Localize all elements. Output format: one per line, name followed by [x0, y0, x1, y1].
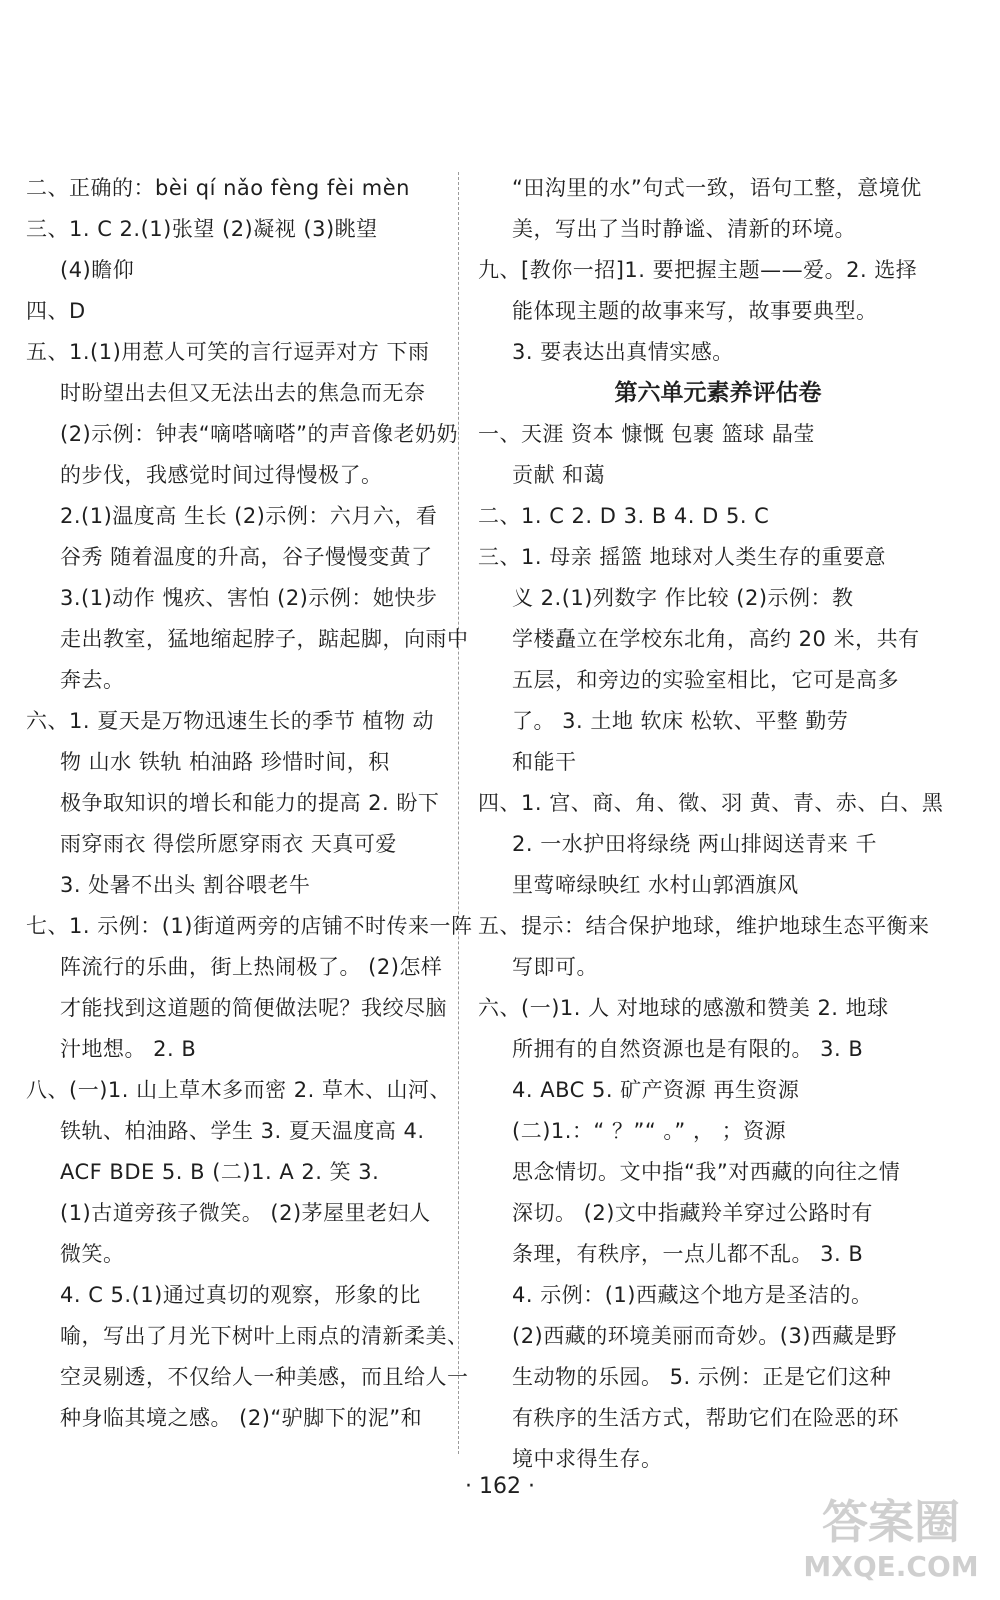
answer-line: 能体现主题的故事来写，故事要典型。	[512, 299, 878, 323]
answer-line: 空灵剔透，不仅给人一种美感，而且给人一	[60, 1365, 469, 1389]
answer-line: 谷秀 随着温度的升高，谷子慢慢变黄了	[60, 545, 433, 569]
answer-line: 义 2.(1)列数字 作比较 (2)示例：教	[512, 586, 854, 610]
page-number: · 162 ·	[465, 1474, 535, 1499]
answer-line: 三、1. C 2.(1)张望 (2)凝视 (3)眺望	[26, 217, 378, 241]
answer-line: 种身临其境之感。 (2)“驴脚下的泥”和	[60, 1406, 423, 1430]
watermark-line2: MXQE.COM	[803, 1550, 979, 1583]
answer-line: 2. 一水护田将绿绕 两山排闼送青来 千	[512, 832, 878, 856]
answer-line: 阵流行的乐曲，街上热闹极了。 (2)怎样	[60, 955, 443, 979]
left-column	[26, 168, 473, 1439]
answer-line: 写即可。	[512, 955, 598, 979]
answer-line: (2)西藏的环境美丽而奇妙。(3)西藏是野	[512, 1324, 897, 1348]
answer-line: 物 山水 铁轨 柏油路 珍惜时间，积	[60, 750, 390, 774]
watermark-line1: 答案圈	[822, 1495, 960, 1549]
answer-line: 条理，有秩序，一点儿都不乱。 3. B	[512, 1242, 864, 1266]
answer-line: (1)古道旁孩子微笑。 (2)茅屋里老妇人	[60, 1201, 431, 1225]
answer-line: 六、(一)1. 人 对地球的感激和赞美 2. 地球	[478, 996, 889, 1020]
answer-line: 3.(1)动作 愧疚、害怕 (2)示例：她快步	[60, 586, 438, 610]
answer-line: 二、正确的：bèi qí nǎo fèng fèi mèn	[26, 176, 410, 200]
answer-line: 4. 示例：(1)西藏这个地方是圣洁的。	[512, 1283, 873, 1307]
answer-line: 微笑。	[60, 1242, 125, 1266]
answer-line: 走出教室，猛地缩起脖子，踮起脚，向雨中	[60, 627, 469, 651]
answer-line: 二、1. C 2. D 3. B 4. D 5. C	[478, 504, 770, 528]
answer-line: 里莺啼绿映红 水村山郭酒旗风	[512, 873, 799, 897]
answer-line: 4. C 5.(1)通过真切的观察，形象的比	[60, 1283, 421, 1307]
answer-line: 五层，和旁边的实验室相比，它可是高多	[512, 668, 899, 692]
answer-line: 喻，写出了月光下树叶上雨点的清新柔美、	[60, 1324, 469, 1348]
column-divider	[458, 172, 459, 1454]
unit-six-answers	[478, 414, 944, 1480]
answer-line: 4. ABC 5. 矿产资源 再生资源	[512, 1078, 800, 1102]
answer-line: 四、1. 宫、商、角、徵、羽 黄、青、赤、白、黑	[478, 791, 944, 815]
answer-line: 三、1. 母亲 摇篮 地球对人类生存的重要意	[478, 545, 887, 569]
answer-line: 雨穿雨衣 得偿所愿穿雨衣 天真可爱	[60, 832, 397, 856]
answer-line: 美，写出了当时静谧、清新的环境。	[512, 217, 856, 241]
answer-line: (二)1.：“ ？”“ 。” ， ；资源	[512, 1119, 787, 1143]
answer-line: 汁地想。 2. B	[60, 1037, 197, 1061]
answer-line: 七、1. 示例：(1)街道两旁的店铺不时传来一阵	[26, 914, 473, 938]
answer-line: 铁轨、柏油路、学生 3. 夏天温度高 4.	[60, 1119, 425, 1143]
answer-line: 有秩序的生活方式，帮助它们在险恶的环	[512, 1406, 899, 1430]
answer-line: 才能找到这道题的简便做法呢？我绞尽脑	[60, 996, 447, 1020]
right-column-continuation	[478, 168, 922, 373]
answer-line: 2.(1)温度高 生长 (2)示例：六月六，看	[60, 504, 438, 528]
answer-line: 3. 处暑不出头 割谷喂老牛	[60, 873, 311, 897]
answer-line: 极争取知识的增长和能力的提高 2. 盼下	[60, 791, 440, 815]
answer-line: 五、提示：结合保护地球，维护地球生态平衡来	[478, 914, 930, 938]
right-column	[478, 168, 944, 1480]
watermark-logo	[796, 1480, 986, 1590]
answer-line: 3. 要表达出真情实感。	[512, 340, 734, 364]
answer-line: (2)示例：钟表“嘀嗒嘀嗒”的声音像老奶奶	[60, 422, 459, 446]
section-heading: 第六单元素养评估卷	[614, 380, 822, 406]
answer-line: 境中求得生存。	[512, 1447, 663, 1471]
answer-line: 所拥有的自然资源也是有限的。 3. B	[512, 1037, 864, 1061]
answer-line: 九、[教你一招]1. 要把握主题——爱。2. 选择	[478, 258, 918, 282]
answer-line: 四、D	[26, 299, 86, 323]
answer-line: 时盼望出去但又无法出去的焦急而无奈	[60, 381, 426, 405]
answer-line: ACF BDE 5. B (二)1. A 2. 笑 3.	[60, 1160, 380, 1184]
answer-line: 学楼矗立在学校东北角，高约 20 米，共有	[512, 627, 920, 651]
answer-line: 的步伐，我感觉时间过得慢极了。	[60, 463, 383, 487]
answer-line: 和能干	[512, 750, 577, 774]
answer-line: 八、(一)1. 山上草木多而密 2. 草木、山河、	[26, 1078, 451, 1102]
answer-line: 了。 3. 土地 软床 松软、平整 勤劳	[512, 709, 849, 733]
answer-line: 贡献 和蔼	[512, 463, 606, 487]
answer-line: “田沟里的水”句式一致，语句工整，意境优	[512, 176, 922, 200]
answer-line: 生动物的乐园。 5. 示例：正是它们这种	[512, 1365, 892, 1389]
answer-line: 五、1.(1)用惹人可笑的言行逗弄对方 下雨	[26, 340, 430, 364]
answer-line: 深切。 (2)文中指藏羚羊穿过公路时有	[512, 1201, 873, 1225]
answer-line: 六、1. 夏天是万物迅速生长的季节 植物 动	[26, 709, 435, 733]
answer-line: (4)瞻仰	[60, 258, 135, 282]
answer-line: 思念情切。文中指“我”对西藏的向往之情	[512, 1160, 901, 1184]
answer-line: 奔去。	[60, 668, 125, 692]
answer-line: 一、天涯 资本 慷慨 包裹 篮球 晶莹	[478, 422, 815, 446]
